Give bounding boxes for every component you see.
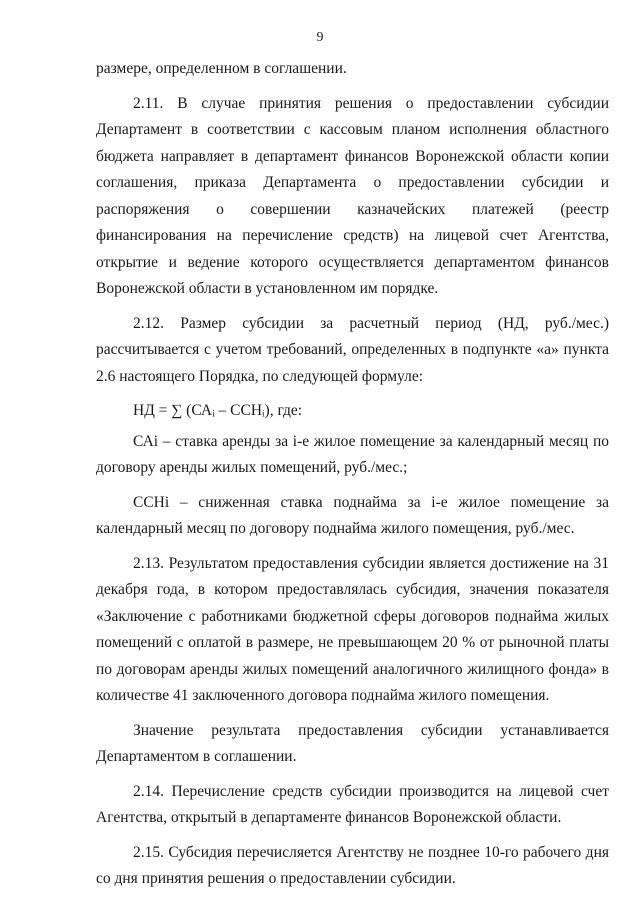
- paragraph-2-15: 2.15. Субсидия перечисляется Агентству не позднее 10-го рабочего дня со дня принятия решения о предоставлении субсидии.: [96, 843, 609, 887]
- formula-definition-sschi: ССНi – сниженная ставка поднайма за i-е жилое помещение за календарный месяц по договору поднайма жилого помещения, руб./мес.: [96, 493, 609, 537]
- formula-definition-cai: САi – ставка аренды за i-е жилое помещение за календарный месяц по договору аренды жилых помещений, руб./мес.;: [96, 432, 609, 476]
- paragraph-result-value: Значение результата предоставления субсидии устанавливается Департаментом в соглашении.: [96, 721, 609, 765]
- document-body: [96, 56, 609, 901]
- paragraph-continuation: размере, определенном в соглашении.: [96, 60, 347, 77]
- paragraph-2-13: 2.13. Результатом предоставления субсидии является достижение на 31 декабря года, в котором предоставлялась субсидия, значения показателя «Заключение с работниками бюджетной сферы договоров поднайма жилых помещений с оплатой в размере, не превышающем 20 % от рыночной платы по договорам аренды жилых помещений аналогичного жилищного фонда» в количестве 41 заключенного договора поднайма жилого помещения.: [96, 554, 609, 704]
- paragraph-2-14: 2.14. Перечисление средств субсидии производится на лицевой счет Агентства, открытый в департаменте финансов Воронежской области.: [96, 782, 609, 826]
- paragraph-2-12: 2.12. Размер субсидии за расчетный период (НД, руб./мес.) рассчитывается с учетом требований, определенных в подпункте «а» пункта 2.6 настоящего Порядка, по следующей формуле:: [96, 314, 609, 385]
- paragraph-2-11: 2.11. В случае принятия решения о предоставлении субсидии Департамент в соответствии с кассовым планом исполнения областного бюджета направляет в департамент финансов Воронежской области копии соглашения, приказа Департамента о предоставлении субсидии и распоряжения о совершении казначейских платежей (реестр финансирования на перечисление средств) на лицевой счет Агентства, открытие и ведение которого осуществляется департаментом финансов Воронежской области в установленном им порядке.: [96, 94, 609, 297]
- formula: НД = ∑ (САᵢ – ССНᵢ), где:: [133, 402, 303, 419]
- page-number: 9: [316, 30, 324, 45]
